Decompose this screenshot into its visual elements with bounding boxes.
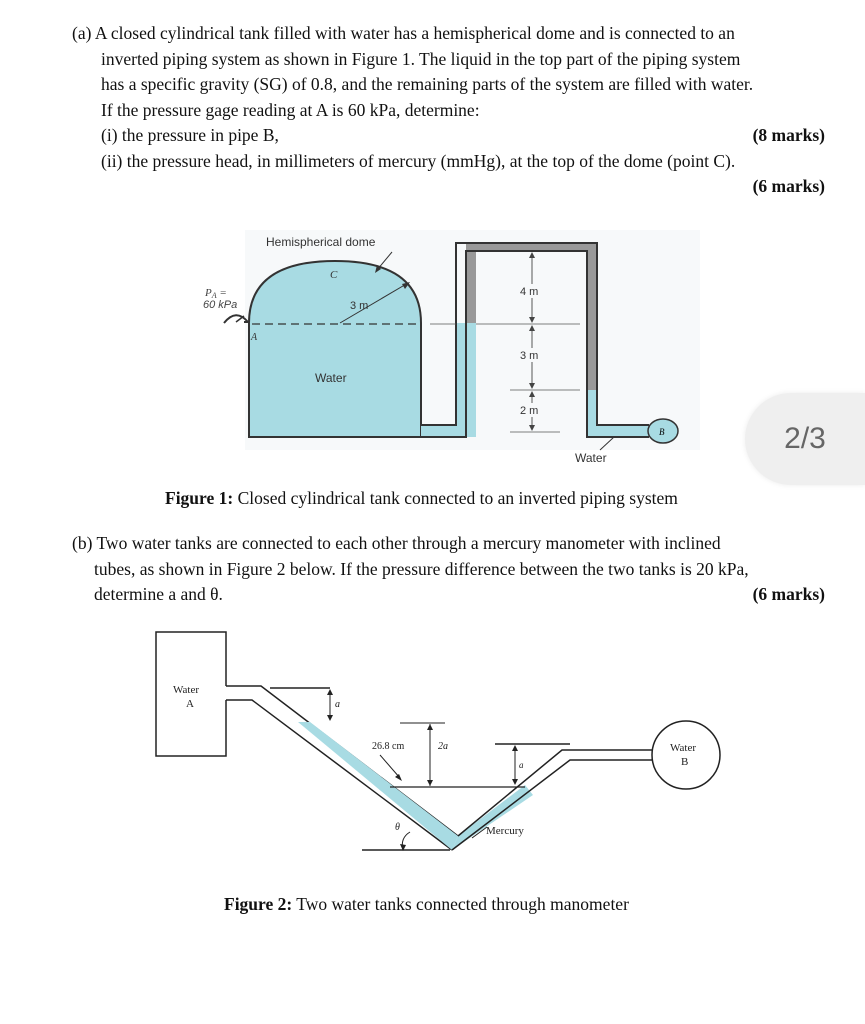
question-ii-text: (ii) the pressure head, in millimeters of mercury (mmHg), at the top of the dome (point C).	[101, 150, 736, 171]
part-a-line-2: inverted piping system as shown in Figure 1. The liquid in the top part of the piping system	[101, 48, 741, 69]
dim-26-pointer-arrow	[395, 774, 402, 781]
dim-a-right-arrow-top	[512, 745, 518, 751]
pa-label-line-2: 60 kPa	[203, 299, 238, 311]
page-indicator: 2/3	[745, 393, 865, 485]
dim-26-label: 26.8 cm	[372, 741, 405, 752]
pipe-b-lower	[452, 760, 652, 850]
right-leg-water	[587, 390, 597, 437]
part-a-line-1: (a) A closed cylindrical tank filled with water has a hemispherical dome and is connected to an	[72, 23, 735, 43]
theta-label: θ	[395, 822, 400, 833]
dim-a-left-arrow-top	[327, 689, 333, 695]
mercury-label: Mercury	[486, 825, 524, 837]
pa-label-sub: A	[211, 291, 217, 300]
tank-b-label: B	[659, 427, 665, 437]
figure-2-caption-bold: Figure 2:	[224, 894, 293, 914]
part-b-text	[72, 531, 825, 608]
tank-a-label-1: Water	[173, 684, 199, 696]
top-pipe-gray	[466, 243, 597, 251]
tank-b	[652, 721, 720, 789]
tank-water	[249, 261, 421, 437]
part-a-line-3: has a specific gravity (SG) of 0.8, and the remaining parts of the system are filled with water.	[101, 74, 754, 94]
dim-26-arrow-bot	[427, 780, 433, 786]
tank-water-label: Water	[315, 371, 347, 385]
part-a-line-4: If the pressure gage reading at A is 60 kPa, determine:	[101, 99, 480, 120]
part-b-marks: (6 marks)	[752, 584, 825, 604]
dim-a-right-label: a	[519, 760, 524, 770]
dim-a-right-arrow-bot	[512, 779, 518, 785]
left-leg-gray	[466, 243, 476, 323]
tank-b-label-1: Water	[670, 742, 696, 754]
tank-b-label-2: B	[681, 756, 689, 768]
dome-label: Hemispherical dome	[266, 235, 376, 249]
dim-26-arrow-top	[427, 724, 433, 730]
part-b-last-line: determine a and θ.	[94, 584, 223, 604]
part-b-line-2: tubes, as shown in Figure 2 below. If the pressure difference between the two tanks is 20 kPa,	[94, 558, 749, 579]
dim-2a-label: 2a	[438, 741, 448, 752]
figure-2-caption-text: Two water tanks connected through manometer	[292, 894, 629, 914]
figure-2-diagram	[0, 600, 865, 890]
figure-1-diagram	[0, 0, 865, 480]
part-b-line-1: (b) Two water tanks are connected to each other through a mercury manometer with inclined	[72, 533, 721, 553]
dim-a-left-label: a	[335, 699, 340, 710]
figure-1-caption-bold: Figure 1:	[165, 488, 234, 508]
pa-label-p: P	[205, 287, 212, 299]
question-i-text: (i) the pressure in pipe B,	[101, 125, 279, 145]
radius-label: 3 m	[350, 300, 369, 312]
tank-a-label-2: A	[186, 698, 194, 710]
pipe-to-b-water	[597, 425, 649, 437]
pa-label-eq: =	[216, 287, 227, 299]
dim-a-left-arrow-bot	[327, 715, 333, 721]
figure-1-caption-text: Closed cylindrical tank connected to an inverted piping system	[233, 488, 678, 508]
dim-label-3m: 3 m	[520, 350, 539, 362]
point-c-label: C	[330, 269, 338, 281]
right-leg-gray	[587, 243, 597, 390]
figure-1-caption	[165, 488, 678, 509]
point-a-label: A	[251, 332, 258, 343]
left-leg-water	[456, 323, 466, 437]
dim-label-2m: 2 m	[520, 405, 539, 417]
tank-a-pipe-gap	[224, 686, 228, 700]
left-leg-gray-fill	[466, 323, 476, 437]
question-ii-marks: (6 marks)	[752, 176, 825, 196]
dim-label-4m: 4 m	[520, 286, 539, 298]
figure-2-caption	[224, 894, 629, 915]
question-i-marks: (8 marks)	[752, 125, 825, 145]
dim-26-pointer	[380, 755, 400, 778]
bottom-water-label: Water	[575, 451, 607, 465]
